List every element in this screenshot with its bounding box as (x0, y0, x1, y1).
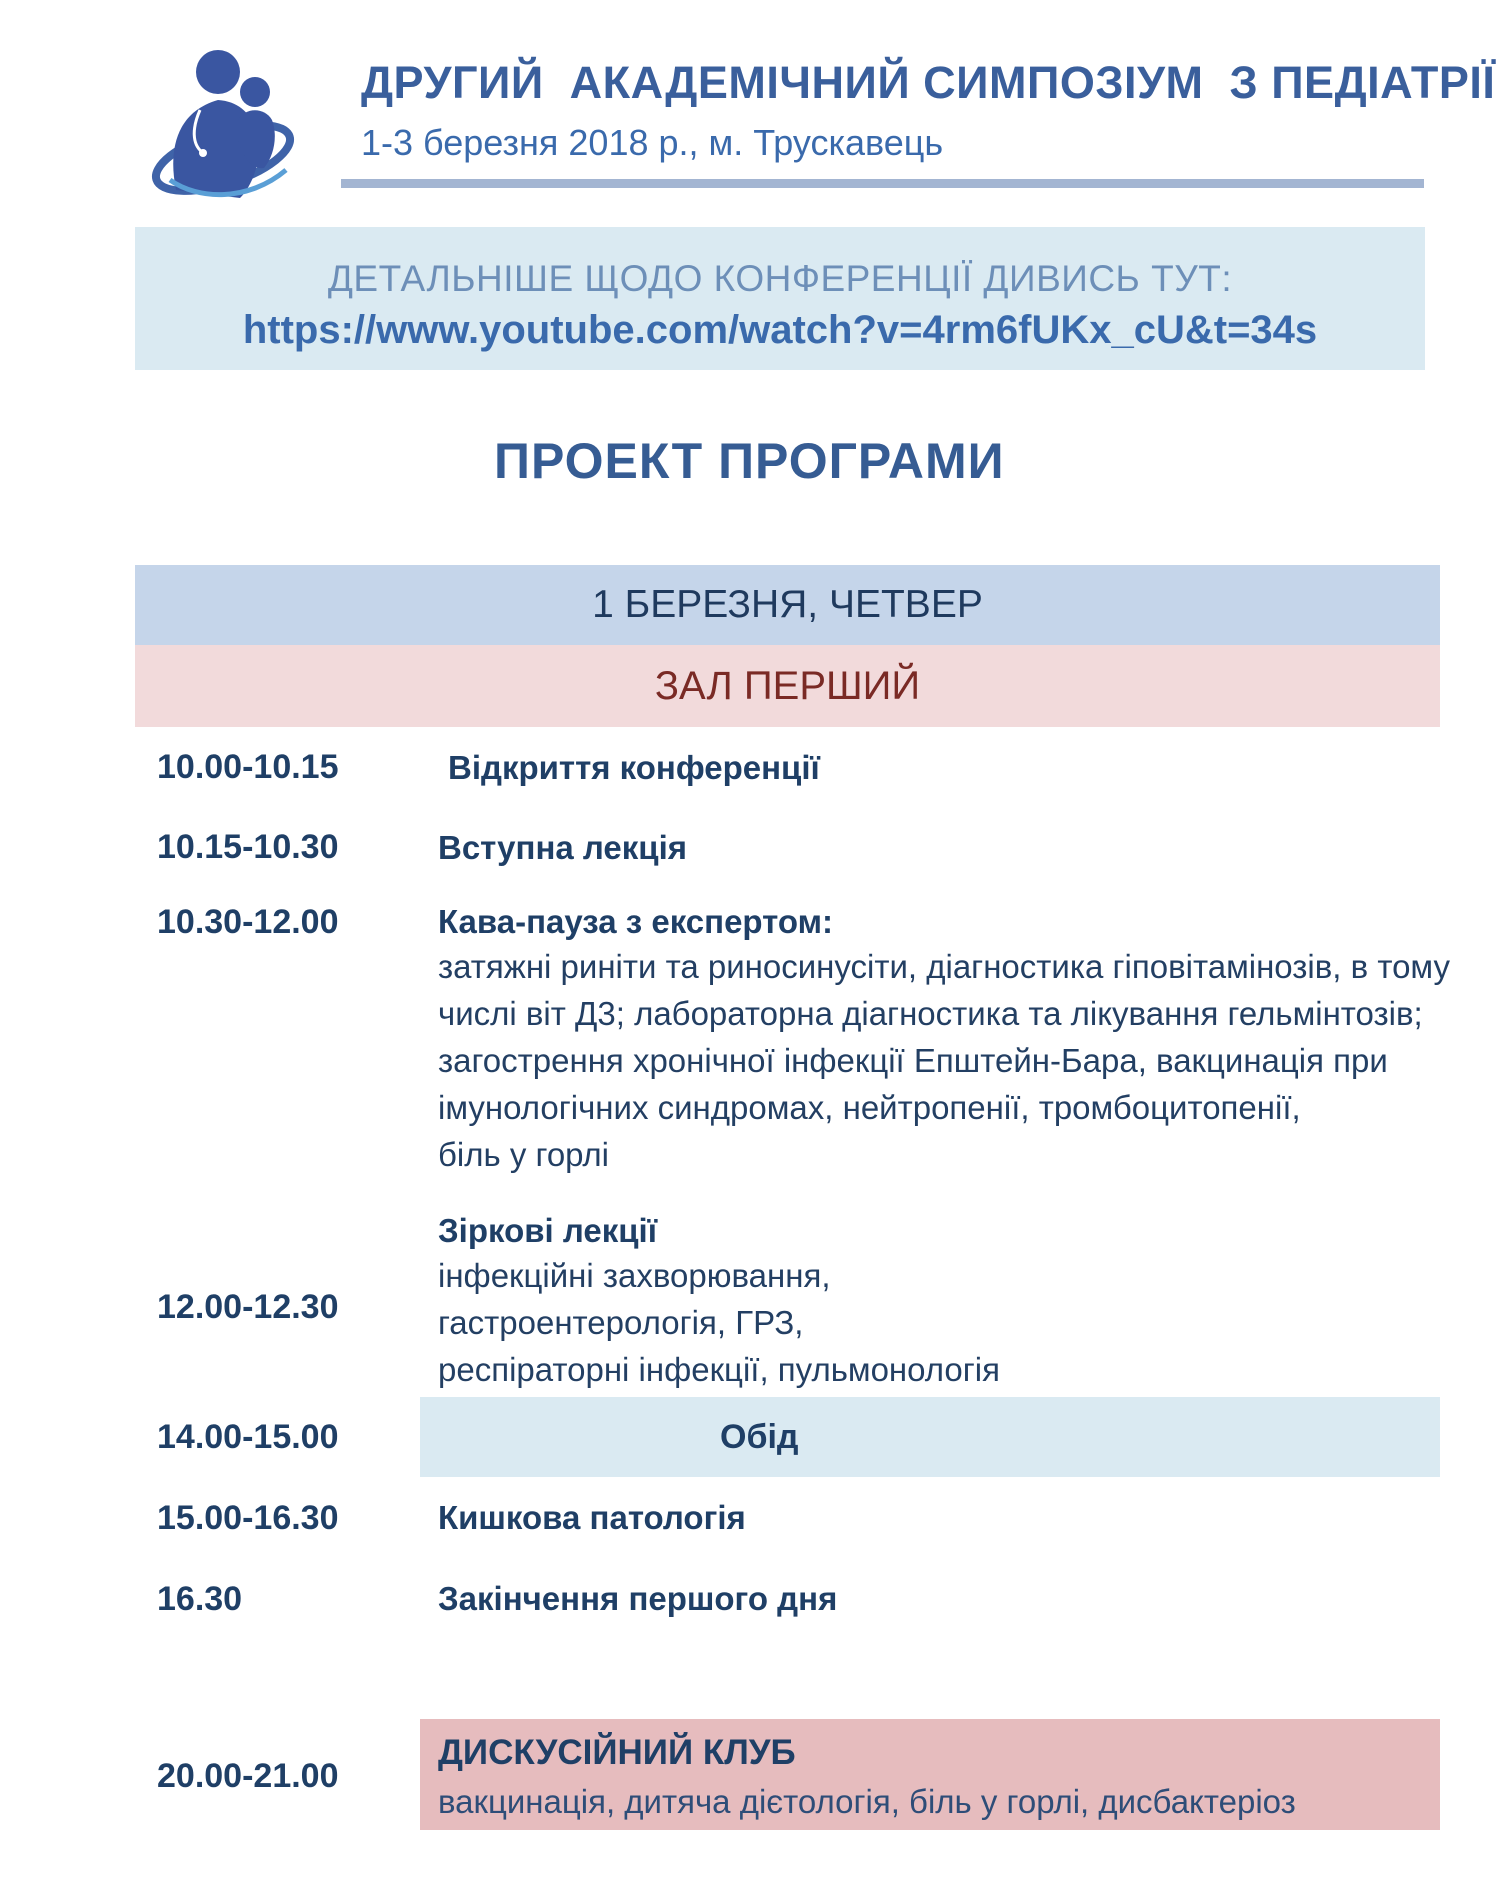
event-title: Закінчення першого дня (438, 1580, 838, 1617)
doctor-child-logo-icon (148, 40, 308, 205)
schedule-event (438, 829, 687, 867)
schedule-time: 14.00-15.00 (157, 1418, 339, 1456)
schedule-event (438, 1499, 746, 1537)
event-details: вакцинація, дитяча дієтологія, біль у горлі, дисбактеріоз (438, 1783, 1296, 1820)
event-details (438, 943, 1450, 1178)
schedule-time: 10.15-10.30 (157, 828, 339, 866)
event-detail-line: респіраторні інфекції, пульмонологія (438, 1351, 1000, 1388)
event-detail-line: біль у горлі (438, 1136, 609, 1173)
event-detail-line: числі віт Д3; лабораторна діагностика та лікування гельмінтозів; (438, 995, 1423, 1032)
event-details (438, 1252, 1000, 1393)
schedule-time: 15.00-16.30 (157, 1499, 339, 1537)
schedule-time: 20.00-21.00 (157, 1757, 339, 1795)
event-title: Кава-пауза з експертом: (438, 903, 834, 940)
event-title: Кишкова патологія (438, 1499, 746, 1536)
info-banner (135, 227, 1425, 370)
hall-header: ЗАЛ ПЕРШИЙ (135, 645, 1440, 727)
event-title: Відкриття конференції (448, 749, 820, 786)
schedule-time: 12.00-12.30 (157, 1288, 339, 1326)
youtube-link[interactable]: https://www.youtube.com/watch?v=4rm6fUKx_cU&t=34s (242, 308, 1318, 352)
event-detail-line: імунологічних синдромах, нейтропенії, тромбоцитопенії, (438, 1089, 1301, 1126)
schedule-time: 16.30 (157, 1580, 243, 1618)
info-text: ДЕТАЛЬНІШЕ ЩОДО КОНФЕРЕНЦІЇ ДИВИСЬ ТУТ: (327, 258, 1233, 299)
event-detail-line: інфекційні захворювання, (438, 1257, 831, 1294)
program-title: ПРОЕКТ ПРОГРАМИ (494, 433, 1005, 489)
day-header: 1 БЕРЕЗНЯ, ЧЕТВЕР (135, 565, 1440, 645)
symposium-title: ДРУГИЙ АКАДЕМІЧНИЙ СИМПОЗІУМ З ПЕДІАТРІЇ (361, 57, 1496, 108)
header-divider (341, 179, 1424, 188)
event-detail-line: загострення хронічної інфекції Епштейн-Бара, вакцинація при (438, 1042, 1388, 1079)
schedule-time: 10.00-10.15 (157, 748, 339, 786)
event-detail-line: гастроентерологія, ГРЗ, (438, 1304, 804, 1341)
schedule-event (448, 749, 820, 787)
event-title: Зіркові лекції (438, 1212, 657, 1249)
event-title: Обід (720, 1418, 799, 1456)
schedule-event (438, 1580, 837, 1618)
lunch-band (420, 1397, 1440, 1477)
event-title: Вступна лекція (438, 829, 688, 866)
event-detail-line: затяжні риніти та риносинусіти, діагностика гіповітамінозів, в тому (438, 948, 1450, 985)
schedule-event (438, 903, 1450, 1178)
symposium-date-place: 1-3 березня 2018 р., м. Трускавець (361, 122, 944, 163)
event-title: ДИСКУСІЙНИЙ КЛУБ (438, 1733, 796, 1772)
schedule-event (438, 1212, 1000, 1393)
schedule-time: 10.30-12.00 (157, 903, 339, 941)
